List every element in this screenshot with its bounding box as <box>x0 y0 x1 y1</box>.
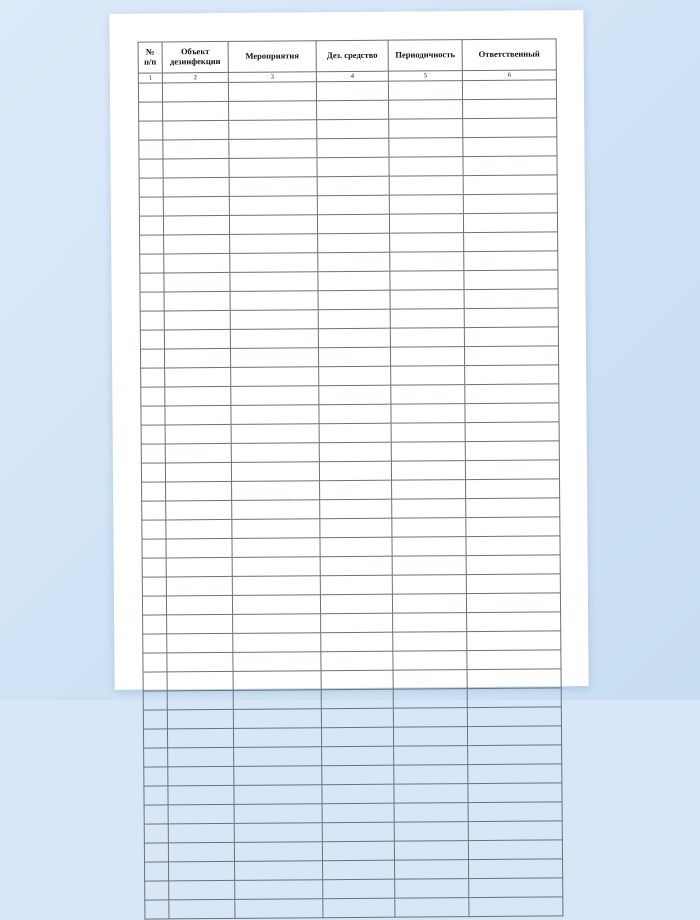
table-cell[interactable] <box>164 272 230 292</box>
table-cell[interactable] <box>234 823 322 843</box>
table-cell[interactable] <box>141 463 165 482</box>
table-cell[interactable] <box>391 385 465 405</box>
table-cell[interactable] <box>139 159 163 178</box>
table-cell[interactable] <box>392 594 466 614</box>
table-cell[interactable] <box>167 690 233 710</box>
table-cell[interactable] <box>163 139 229 159</box>
table-cell[interactable] <box>320 480 392 500</box>
table-cell[interactable] <box>463 175 557 195</box>
table-cell[interactable] <box>166 481 232 501</box>
table-cell[interactable] <box>166 576 232 596</box>
column-header-object <box>162 41 228 73</box>
table-cell[interactable] <box>321 708 393 728</box>
table-cell[interactable] <box>320 575 392 595</box>
table-cell[interactable] <box>145 900 169 919</box>
table-cell[interactable] <box>464 327 558 347</box>
table-cell[interactable] <box>230 234 318 254</box>
table-cell[interactable] <box>393 727 467 747</box>
document-sheet <box>109 10 588 690</box>
table-cell[interactable] <box>141 387 165 406</box>
table-cell[interactable] <box>393 708 467 728</box>
table-cell[interactable] <box>390 347 464 367</box>
table-cell[interactable] <box>144 824 168 843</box>
table-cell[interactable] <box>235 899 323 919</box>
table-cell[interactable] <box>319 385 391 405</box>
table-cell[interactable] <box>466 555 560 575</box>
table-cell[interactable] <box>166 557 232 577</box>
table-cell[interactable] <box>469 897 563 917</box>
table-cell[interactable] <box>469 859 563 879</box>
column-header-number-line2: п/п <box>144 56 157 67</box>
table-cell[interactable] <box>317 176 389 196</box>
table-cell[interactable] <box>139 197 163 216</box>
column-header-frequency: Периодичность <box>388 40 462 72</box>
table-cell[interactable] <box>320 556 392 576</box>
table-cell[interactable] <box>165 443 231 463</box>
table-cell[interactable] <box>466 517 560 537</box>
table-cell[interactable] <box>165 462 231 482</box>
table-cell[interactable] <box>318 309 390 329</box>
table-cell[interactable] <box>467 631 561 651</box>
table-cell[interactable] <box>234 804 322 824</box>
table-cell[interactable] <box>140 330 164 349</box>
table-cell[interactable] <box>394 822 468 842</box>
table-cell[interactable] <box>231 424 319 444</box>
table-cell[interactable] <box>466 593 560 613</box>
column-number-4: 4 <box>316 71 388 82</box>
table-cell[interactable] <box>391 461 465 481</box>
table-cell[interactable] <box>144 843 168 862</box>
table-cell[interactable] <box>467 688 561 708</box>
table-cell[interactable] <box>392 518 466 538</box>
table-cell[interactable] <box>321 670 393 690</box>
table-cell[interactable] <box>465 422 559 442</box>
table-cell[interactable] <box>394 784 468 804</box>
table-cell[interactable] <box>163 158 229 178</box>
table-cell[interactable] <box>145 862 169 881</box>
table-cell[interactable] <box>319 404 391 424</box>
table-cell[interactable] <box>144 805 168 824</box>
table-cell[interactable] <box>466 574 560 594</box>
disinfection-log-table-container <box>138 38 563 919</box>
table-cell[interactable] <box>317 214 389 234</box>
table-cell[interactable] <box>167 652 233 672</box>
table-body <box>138 80 563 919</box>
table-cell[interactable] <box>463 194 557 214</box>
table-cell[interactable] <box>466 479 560 499</box>
table-cell[interactable] <box>230 310 318 330</box>
table-cell[interactable] <box>232 481 320 501</box>
table-cell[interactable] <box>229 139 317 159</box>
column-header-object-line2: дезинфекции <box>169 56 221 67</box>
table-cell[interactable] <box>164 348 230 368</box>
table-cell[interactable] <box>390 328 464 348</box>
table-cell[interactable] <box>143 615 167 634</box>
table-cell[interactable] <box>390 290 464 310</box>
table-cell[interactable] <box>235 861 323 881</box>
table-cell[interactable] <box>142 520 166 539</box>
table-cell[interactable] <box>320 594 392 614</box>
table-cell[interactable] <box>145 881 169 900</box>
table-cell[interactable] <box>395 860 469 880</box>
table-cell[interactable] <box>464 232 558 252</box>
table-cell[interactable] <box>390 309 464 329</box>
table-cell[interactable] <box>321 651 393 671</box>
table-cell[interactable] <box>166 595 232 615</box>
table-cell[interactable] <box>392 556 466 576</box>
table-cell[interactable] <box>167 728 233 748</box>
table-cell[interactable] <box>465 365 559 385</box>
disinfection-log-table <box>138 38 564 919</box>
table-cell[interactable] <box>317 100 389 120</box>
table-cell[interactable] <box>143 691 167 710</box>
table-cell[interactable] <box>322 765 394 785</box>
table-cell[interactable] <box>319 461 391 481</box>
table-cell[interactable] <box>393 613 467 633</box>
column-header-responsible: Ответственный <box>462 39 556 71</box>
table-cell[interactable] <box>392 499 466 519</box>
table-cell[interactable] <box>392 575 466 595</box>
table-cell[interactable] <box>142 539 166 558</box>
table-cell[interactable] <box>143 672 167 691</box>
table-cell[interactable] <box>141 425 165 444</box>
table-cell[interactable] <box>231 462 319 482</box>
table-cell[interactable] <box>318 290 390 310</box>
table-cell[interactable] <box>229 196 317 216</box>
table-cell[interactable] <box>233 671 321 691</box>
table-cell[interactable] <box>165 424 231 444</box>
table-cell[interactable] <box>321 727 393 747</box>
table-cell[interactable] <box>167 709 233 729</box>
table-cell[interactable] <box>143 729 167 748</box>
column-header-number <box>138 42 162 73</box>
table-cell[interactable] <box>321 689 393 709</box>
table-cell[interactable] <box>318 252 390 272</box>
table-cell[interactable] <box>320 518 392 538</box>
table-cell[interactable] <box>168 766 234 786</box>
column-number-2: 2 <box>162 72 228 83</box>
table-cell[interactable] <box>165 367 231 387</box>
table-cell[interactable] <box>394 803 468 823</box>
table-cell[interactable] <box>139 121 163 140</box>
table-cell[interactable] <box>138 83 162 102</box>
table-cell[interactable] <box>163 120 229 140</box>
table-cell[interactable] <box>232 557 320 577</box>
table-cell[interactable] <box>233 614 321 634</box>
table-cell[interactable] <box>168 785 234 805</box>
table-cell[interactable] <box>463 137 557 157</box>
table-cell[interactable] <box>464 346 558 366</box>
table-cell[interactable] <box>165 386 231 406</box>
table-cell[interactable] <box>168 747 234 767</box>
table-cell[interactable] <box>140 235 164 254</box>
table-cell[interactable] <box>164 329 230 349</box>
table-cell[interactable] <box>390 233 464 253</box>
table-cell[interactable] <box>318 233 390 253</box>
table-cell[interactable] <box>231 405 319 425</box>
column-number-5: 5 <box>388 71 462 82</box>
table-cell[interactable] <box>389 176 463 196</box>
table-cell[interactable] <box>467 726 561 746</box>
table-cell[interactable] <box>463 118 557 138</box>
table-cell[interactable] <box>317 195 389 215</box>
table-cell[interactable] <box>394 841 468 861</box>
table-cell[interactable] <box>469 878 563 898</box>
table-cell[interactable] <box>463 156 557 176</box>
table-cell[interactable] <box>318 347 390 367</box>
table-cell[interactable] <box>139 216 163 235</box>
table-cell[interactable] <box>394 765 468 785</box>
table-cell[interactable] <box>318 328 390 348</box>
table-cell[interactable] <box>167 614 233 634</box>
table-cell[interactable] <box>142 596 166 615</box>
column-number-1: 1 <box>138 73 162 83</box>
table-cell[interactable] <box>232 500 320 520</box>
table-cell[interactable] <box>168 804 234 824</box>
table-cell[interactable] <box>394 746 468 766</box>
table-cell[interactable] <box>233 633 321 653</box>
table-cell[interactable] <box>392 480 466 500</box>
table-cell[interactable] <box>139 178 163 197</box>
table-cell[interactable] <box>323 879 395 899</box>
table-cell[interactable] <box>319 366 391 386</box>
table-cell[interactable] <box>389 214 463 234</box>
column-number-3: 3 <box>228 72 316 83</box>
table-cell[interactable] <box>233 652 321 672</box>
table-cell[interactable] <box>464 251 558 271</box>
table-cell[interactable] <box>389 138 463 158</box>
table-cell[interactable] <box>393 632 467 652</box>
table-cell[interactable] <box>228 82 316 102</box>
table-cell[interactable] <box>465 441 559 461</box>
table-cell[interactable] <box>391 404 465 424</box>
table-cell[interactable] <box>231 386 319 406</box>
table-cell[interactable] <box>463 213 557 233</box>
table-cell[interactable] <box>467 669 561 689</box>
table-cell[interactable] <box>234 766 322 786</box>
table-cell[interactable] <box>467 707 561 727</box>
table-cell[interactable] <box>318 271 390 291</box>
table-cell[interactable] <box>142 558 166 577</box>
table-cell[interactable] <box>466 498 560 518</box>
table-cell[interactable] <box>230 348 318 368</box>
table-cell[interactable] <box>230 291 318 311</box>
table-cell[interactable] <box>391 423 465 443</box>
table-cell[interactable] <box>169 880 235 900</box>
table-cell[interactable] <box>322 784 394 804</box>
table-cell[interactable] <box>467 612 561 632</box>
column-header-agent: Дез. средство <box>316 40 388 72</box>
table-cell[interactable] <box>392 537 466 557</box>
table-cell[interactable] <box>468 821 562 841</box>
column-number-6: 6 <box>462 70 556 81</box>
table-cell[interactable] <box>234 747 322 767</box>
table-cell[interactable] <box>140 311 164 330</box>
table-cell[interactable] <box>391 442 465 462</box>
table-cell[interactable] <box>465 460 559 480</box>
table-cell[interactable] <box>464 270 558 290</box>
table-cell[interactable] <box>231 443 319 463</box>
table-cell[interactable] <box>143 710 167 729</box>
table-cell[interactable] <box>233 709 321 729</box>
table-cell[interactable] <box>235 880 323 900</box>
table-cell[interactable] <box>165 405 231 425</box>
table-cell[interactable] <box>462 80 556 100</box>
table-cell[interactable] <box>232 595 320 615</box>
table-cell[interactable] <box>140 349 164 368</box>
table-cell[interactable] <box>164 253 230 273</box>
table-cell[interactable] <box>320 537 392 557</box>
table-cell[interactable] <box>163 101 229 121</box>
table-cell[interactable] <box>167 633 233 653</box>
table-cell[interactable] <box>144 767 168 786</box>
table-cell[interactable] <box>142 482 166 501</box>
table-cell[interactable] <box>322 822 394 842</box>
table-cell[interactable] <box>162 82 228 102</box>
table-cell[interactable] <box>164 291 230 311</box>
table-cell[interactable] <box>229 120 317 140</box>
table-cell[interactable] <box>230 272 318 292</box>
table-cell[interactable] <box>142 501 166 520</box>
table-cell[interactable] <box>317 138 389 158</box>
table-cell[interactable] <box>163 177 229 197</box>
table-cell[interactable] <box>323 898 395 918</box>
table-cell[interactable] <box>319 442 391 462</box>
table-cell[interactable] <box>163 196 229 216</box>
table-cell[interactable] <box>466 536 560 556</box>
table-cell[interactable] <box>393 651 467 671</box>
table-cell[interactable] <box>468 783 562 803</box>
table-cell[interactable] <box>393 670 467 690</box>
table-cell[interactable] <box>465 384 559 404</box>
table-cell[interactable] <box>141 406 165 425</box>
table-cell[interactable] <box>166 500 232 520</box>
table-cell[interactable] <box>139 140 163 159</box>
table-cell[interactable] <box>232 538 320 558</box>
table-cell[interactable] <box>229 215 317 235</box>
table-cell[interactable] <box>390 252 464 272</box>
table-row[interactable] <box>145 897 563 919</box>
table-header <box>138 39 556 83</box>
table-cell[interactable] <box>164 310 230 330</box>
table-cell[interactable] <box>388 81 462 101</box>
table-cell[interactable] <box>320 499 392 519</box>
table-cell[interactable] <box>143 653 167 672</box>
table-cell[interactable] <box>167 671 233 691</box>
table-cell[interactable] <box>144 748 168 767</box>
table-cell[interactable] <box>139 102 163 121</box>
table-cell[interactable] <box>163 215 229 235</box>
column-header-measures: Мероприятия <box>228 41 316 73</box>
table-cell[interactable] <box>322 803 394 823</box>
table-cell[interactable] <box>317 157 389 177</box>
table-cell[interactable] <box>465 403 559 423</box>
table-cell[interactable] <box>391 366 465 386</box>
table-cell[interactable] <box>464 308 558 328</box>
table-cell[interactable] <box>230 253 318 273</box>
table-cell[interactable] <box>166 519 232 539</box>
table-cell[interactable] <box>463 99 557 119</box>
table-cell[interactable] <box>464 289 558 309</box>
table-cell[interactable] <box>234 842 322 862</box>
table-cell[interactable] <box>389 157 463 177</box>
table-cell[interactable] <box>140 292 164 311</box>
table-cell[interactable] <box>168 823 234 843</box>
table-cell[interactable] <box>468 840 562 860</box>
column-header-object-line1: Объект <box>180 46 210 57</box>
table-cell[interactable] <box>230 329 318 349</box>
table-cell[interactable] <box>395 879 469 899</box>
table-cell[interactable] <box>169 861 235 881</box>
table-cell[interactable] <box>234 785 322 805</box>
table-cell[interactable] <box>319 423 391 443</box>
table-cell[interactable] <box>141 444 165 463</box>
table-cell[interactable] <box>316 81 388 101</box>
table-cell[interactable] <box>233 728 321 748</box>
table-header-row <box>138 39 556 73</box>
table-cell[interactable] <box>321 632 393 652</box>
table-cell[interactable] <box>323 860 395 880</box>
table-cell[interactable] <box>140 273 164 292</box>
table-cell[interactable] <box>166 538 232 558</box>
table-cell[interactable] <box>141 368 165 387</box>
table-cell[interactable] <box>229 158 317 178</box>
table-cell[interactable] <box>468 764 562 784</box>
table-cell[interactable] <box>389 119 463 139</box>
table-cell[interactable] <box>231 367 319 387</box>
table-cell[interactable] <box>232 519 320 539</box>
table-cell[interactable] <box>143 634 167 653</box>
table-cell[interactable] <box>168 842 234 862</box>
table-cell[interactable] <box>468 745 562 765</box>
table-cell[interactable] <box>229 101 317 121</box>
table-cell[interactable] <box>393 689 467 709</box>
table-cell[interactable] <box>140 254 164 273</box>
table-cell[interactable] <box>468 802 562 822</box>
table-cell[interactable] <box>142 577 166 596</box>
table-cell[interactable] <box>389 100 463 120</box>
column-header-number-line1: № <box>145 47 155 58</box>
table-cell[interactable] <box>144 786 168 805</box>
table-cell[interactable] <box>467 650 561 670</box>
table-cell[interactable] <box>390 271 464 291</box>
table-cell[interactable] <box>229 177 317 197</box>
table-cell[interactable] <box>322 746 394 766</box>
table-cell[interactable] <box>389 195 463 215</box>
table-cell[interactable] <box>395 898 469 918</box>
table-cell[interactable] <box>232 576 320 596</box>
table-cell[interactable] <box>169 899 235 919</box>
table-cell[interactable] <box>321 613 393 633</box>
table-cell[interactable] <box>317 119 389 139</box>
table-cell[interactable] <box>164 234 230 254</box>
table-cell[interactable] <box>322 841 394 861</box>
